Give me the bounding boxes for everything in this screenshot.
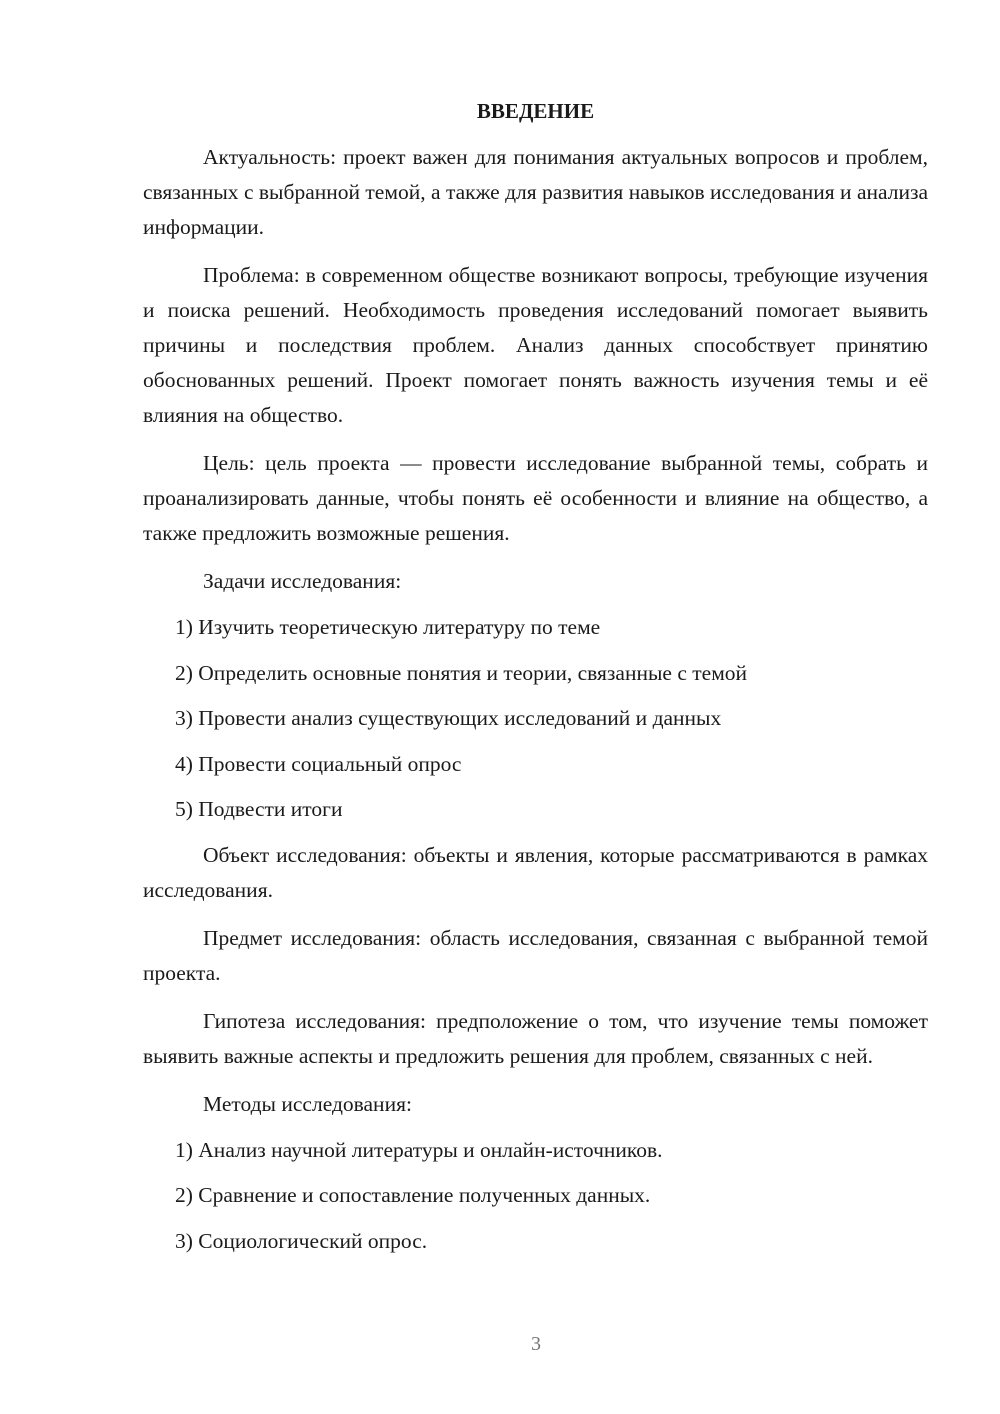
list-item: 1) Изучить теоретическую литературу по теме [175,615,601,639]
methods-heading: Методы исследования: [203,1091,412,1116]
subject-paragraph: Предмет исследования: область исследования, связанная с выбранной темой проекта. [143,925,928,985]
list-item: 4) Провести социальный опрос [175,751,462,776]
document-page [143,94,928,1269]
object-paragraph: Объект исследования: объекты и явления, которые рассматриваются в рамках исследования. [143,842,928,902]
problem-paragraph: Проблема: в современном обществе возникают вопросы, требующие изучения и поиска решений. Необходимость проведения исследований помогает выявить причины и последствия проблем. Анализ данных способствует принятию обоснованных решений. Проект помогает понять важность изучения темы и её влияния на общество. [143,263,928,427]
list-item: 1) Анализ научной литературы и онлайн-источников. [175,1137,663,1162]
methods-list [143,1133,928,1259]
list-item: 2) Сравнение и сопоставление полученных данных. [175,1183,651,1207]
hypothesis-paragraph: Гипотеза исследования: предположение о том, что изучение темы поможет выявить важные аспекты и предложить решения для проблем, связанных с ней. [143,1008,928,1068]
tasks-list [143,610,928,827]
tasks-heading: Задачи исследования: [203,569,402,593]
list-item: 3) Социологический опрос. [175,1228,428,1253]
relevance-paragraph: Актуальность: проект важен для понимания актуальных вопросов и проблем, связанных с выбранной темой, а также для развития навыков исследования и анализа информации. [143,145,928,239]
page-number: 3 [531,1333,541,1355]
list-item: 3) Провести анализ существующих исследований и данных [175,706,722,730]
goal-paragraph: Цель: цель проекта — провести исследование выбранной темы, собрать и проанализировать данные, чтобы понять её особенности и влияние на общество, а также предложить возможные решения. [143,451,928,545]
list-item: 5) Подвести итоги [175,797,343,821]
page-title: ВВЕДЕНИЕ [476,99,595,123]
list-item: 2) Определить основные понятия и теории, связанные с темой [175,660,748,685]
